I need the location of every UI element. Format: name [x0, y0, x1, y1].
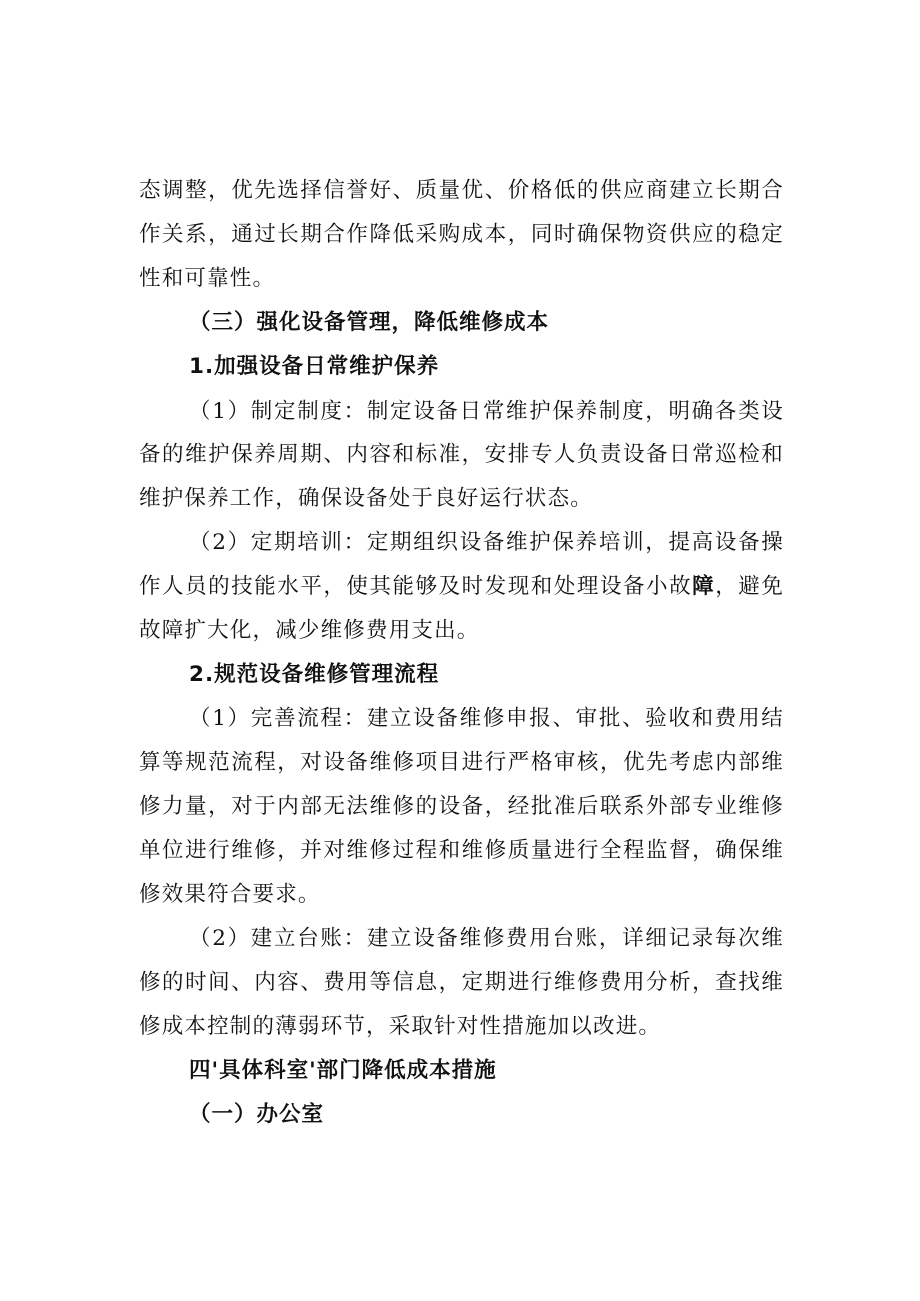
section-heading: （三）强化设备管理，降低维修成本: [189, 310, 550, 335]
text-line: 性和可靠性。: [139, 266, 276, 291]
text-line: 故障扩大化，减少维修费用支出。: [139, 618, 480, 643]
subsection-heading: 2.规范设备维修管理流程: [189, 662, 440, 687]
text-line: 修力量，对于内部无法维修的设备，经批准后联系外部专业维修: [139, 794, 784, 819]
subsection-heading: 1.加强设备日常维护保养: [189, 354, 440, 379]
text-line: [139, 572, 784, 602]
text-line: 修的时间、内容、费用等信息，定期进行维修费用分析，查找维: [139, 970, 784, 995]
text-line: （1）完善流程：建立设备维修申报、审批、验收和费用结: [189, 706, 784, 731]
text-line: 态调整，优先选择信誉好、质量优、价格低的供应商建立长期合: [139, 178, 784, 203]
text-line: （1）制定制度：制定设备日常维护保养制度，明确各类设: [189, 399, 784, 424]
subsection-heading: （一）办公室: [189, 1102, 325, 1127]
text-line: 修成本控制的薄弱环节，采取针对性措施加以改进。: [139, 1014, 662, 1039]
text-span: ，避免: [715, 574, 784, 599]
text-line: 维护保养工作，确保设备处于良好运行状态。: [139, 486, 594, 511]
text-line: 算等规范流程，对设备维修项目进行严格审核，优先考虑内部维: [139, 750, 784, 775]
text-span: 作人员的技能水平，使其能够及时发现和处理设备小故: [139, 574, 693, 599]
text-line: 单位进行维修，并对维修过程和维修质量进行全程监督，确保维: [139, 838, 784, 863]
text-line: 备的维护保养周期、内容和标准，安排专人负责设备日常巡检和: [139, 442, 784, 467]
text-line: 修效果符合要求。: [139, 882, 321, 907]
section-heading: 四'具体科室'部门降低成本措施: [189, 1058, 497, 1083]
text-line: （2）建立台账：建立设备维修费用台账，详细记录每次维: [189, 926, 784, 951]
text-line: （2）定期培训：定期组织设备维护保养培训，提高设备操: [189, 530, 784, 555]
text-line: 作关系，通过长期合作降低采购成本，同时确保物资供应的稳定: [139, 222, 784, 247]
bold-text-span: 障: [692, 574, 716, 599]
